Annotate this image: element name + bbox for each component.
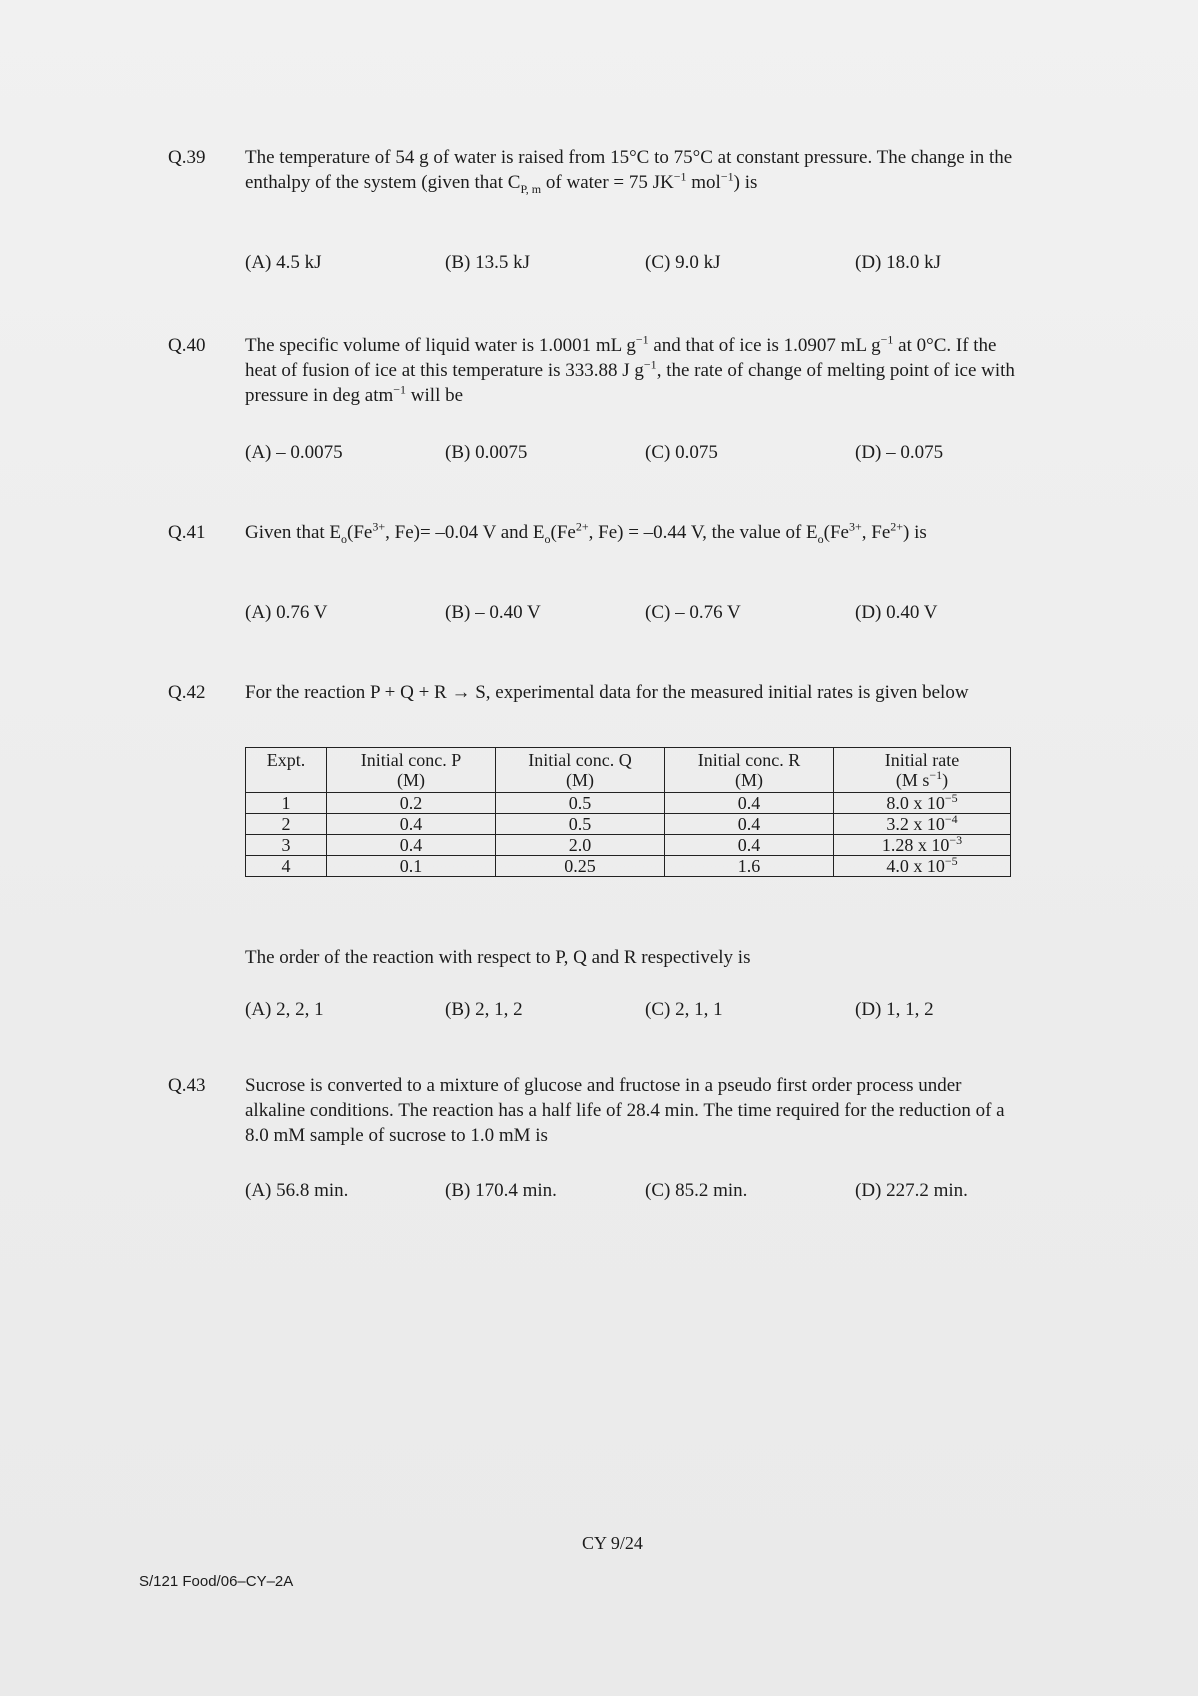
option-a[interactable]: (A) 56.8 min. <box>245 1180 349 1201</box>
options-row <box>245 1178 1025 1204</box>
question-number: Q.40 <box>168 335 206 356</box>
options-row <box>245 997 1025 1023</box>
question-41 <box>168 520 1038 630</box>
cell-q: 2.0 <box>496 835 665 856</box>
header-expt: Expt. <box>246 748 327 793</box>
option-c[interactable]: (C) 0.075 <box>645 442 718 463</box>
cell-rate: 4.0 x $10^{-5}$ <box>834 856 1011 877</box>
table-row <box>246 814 1011 835</box>
question-text: Given that $E_o(Fe^{3+}$, Fe)= –0.04 V and $E_o(Fe^{2+}$, Fe) = –0.44 V, the value of $E_o(Fe^{3+}$, $Fe^{2+}$) is <box>245 519 927 546</box>
table-row <box>246 856 1011 877</box>
cell-p: 0.4 <box>327 814 496 835</box>
cell-rate: 8.0 x $10^{-5}$ <box>834 793 1011 814</box>
question-text: The temperature of 54 g of water is raised from 15°C to 75°C at constant pressure. The change in the enthalpy of the system (given that $C_{P, m}$ of water = 75 $JK^{-1}$ mol$^{-1}$) is <box>245 147 1013 196</box>
question-followup: The order of the reaction with respect to P, Q and R respectively is <box>245 947 751 968</box>
cell-expt: 3 <box>246 835 327 856</box>
question-text: For the reaction P + Q + R → S, experimental data for the measured initial rates is given below <box>245 682 969 703</box>
options-row <box>245 600 1025 626</box>
option-b[interactable]: (B) 170.4 min. <box>445 1180 557 1201</box>
cell-r: 0.4 <box>665 793 834 814</box>
option-d[interactable]: (D) 1, 1, 2 <box>855 999 934 1020</box>
rate-data-table <box>245 747 1011 877</box>
option-b[interactable]: (B) 2, 1, 2 <box>445 999 523 1020</box>
table-row <box>246 793 1011 814</box>
option-c[interactable]: (C) 85.2 min. <box>645 1180 748 1201</box>
cell-p: 0.4 <box>327 835 496 856</box>
option-b[interactable]: (B) – 0.40 V <box>445 602 541 623</box>
question-43 <box>168 1073 1038 1213</box>
question-number: Q.42 <box>168 682 206 703</box>
question-42 <box>168 680 1038 1020</box>
question-text: The specific volume of liquid water is 1.0001 mL $g^{-1}$ and that of ice is 1.0907 mL $g^{-1}$ at 0°C. If the heat of fusion of ice at this temperature is 333.88 J $g^{-1}$, the rate of change of melting point of ice with pressure in deg atm$^{-1}$ will be <box>245 332 1015 406</box>
question-number: Q.39 <box>168 147 206 168</box>
cell-p: 0.1 <box>327 856 496 877</box>
cell-q: 0.5 <box>496 814 665 835</box>
cell-q: 0.5 <box>496 793 665 814</box>
document-code: S/121 Food/06–CY–2A <box>139 1573 294 1590</box>
header-conc-r: Initial conc. R (M) <box>665 748 834 793</box>
option-d[interactable]: (D) 18.0 kJ <box>855 252 942 273</box>
option-c[interactable]: (C) 9.0 kJ <box>645 252 721 273</box>
cell-r: 0.4 <box>665 814 834 835</box>
page-number: CY 9/24 <box>582 1533 643 1553</box>
option-c[interactable]: (C) – 0.76 V <box>645 602 741 623</box>
cell-rate: 1.28 x $10^{-3}$ <box>834 835 1011 856</box>
cell-p: 0.2 <box>327 793 496 814</box>
cell-rate: 3.2 x $10^{-4}$ <box>834 814 1011 835</box>
option-a[interactable]: (A) – 0.0075 <box>245 442 343 463</box>
options-row <box>245 250 1025 276</box>
option-d[interactable]: (D) 227.2 min. <box>855 1180 968 1201</box>
option-d[interactable]: (D) 0.40 V <box>855 602 938 623</box>
header-conc-q: Initial conc. Q (M) <box>496 748 665 793</box>
option-b[interactable]: (B) 0.0075 <box>445 442 528 463</box>
option-a[interactable]: (A) 0.76 V <box>245 602 328 623</box>
option-a[interactable]: (A) 4.5 kJ <box>245 252 322 273</box>
question-40 <box>168 333 1038 463</box>
table-row <box>246 835 1011 856</box>
cell-expt: 1 <box>246 793 327 814</box>
cell-expt: 4 <box>246 856 327 877</box>
option-a[interactable]: (A) 2, 2, 1 <box>245 999 324 1020</box>
header-rate: Initial rate (M $s^{-1}$) <box>834 748 1011 793</box>
options-row <box>245 440 1025 466</box>
cell-r: 0.4 <box>665 835 834 856</box>
question-text: Sucrose is converted to a mixture of glucose and fructose in a pseudo first order process under alkaline conditions. The reaction has a half life of 28.4 min. The time required for the reduction of a 8.0 mM sample of sucrose to 1.0 mM is <box>245 1075 1005 1146</box>
option-d[interactable]: (D) – 0.075 <box>855 442 944 463</box>
cell-q: 0.25 <box>496 856 665 877</box>
question-39 <box>168 145 1038 295</box>
header-conc-p: Initial conc. P (M) <box>327 748 496 793</box>
cell-expt: 2 <box>246 814 327 835</box>
table-header-row <box>246 748 1011 793</box>
option-c[interactable]: (C) 2, 1, 1 <box>645 999 723 1020</box>
option-b[interactable]: (B) 13.5 kJ <box>445 252 530 273</box>
question-number: Q.41 <box>168 522 206 543</box>
cell-r: 1.6 <box>665 856 834 877</box>
question-number: Q.43 <box>168 1075 206 1096</box>
